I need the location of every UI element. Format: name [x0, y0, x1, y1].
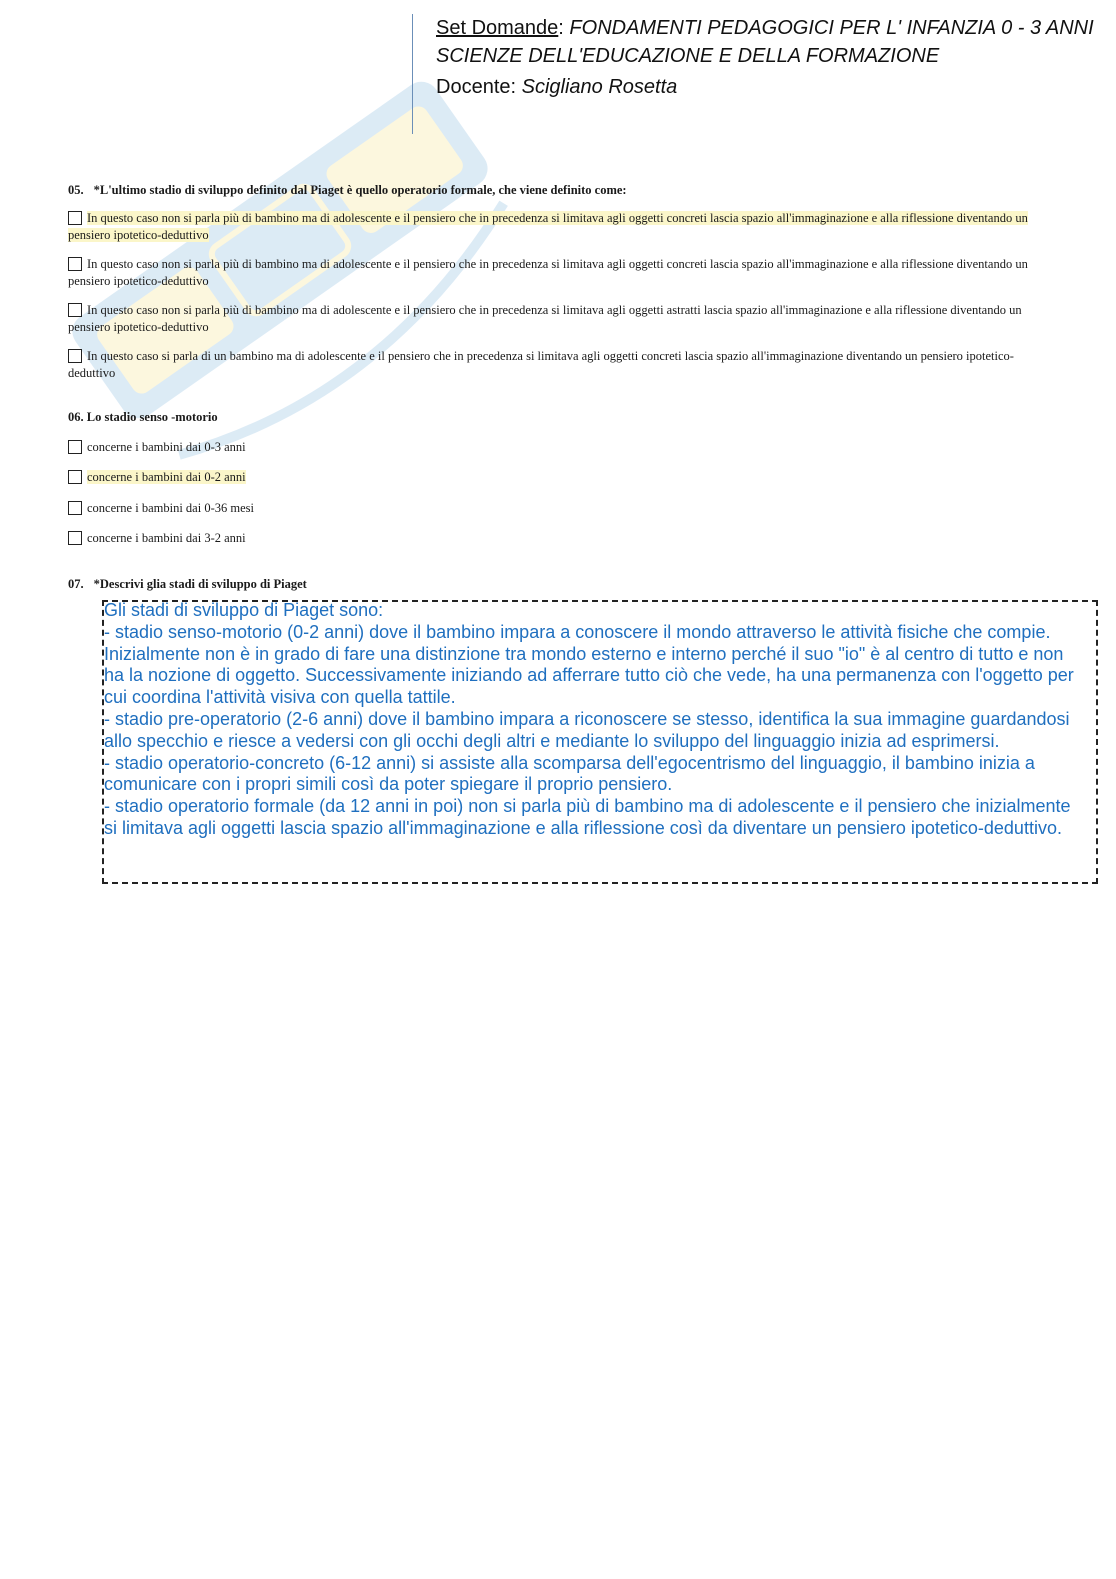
- option-text: concerne i bambini dai 0-36 mesi: [87, 501, 254, 515]
- question-07-title: [68, 576, 1038, 593]
- q06-option-1[interactable]: [68, 439, 1038, 456]
- checkbox[interactable]: [68, 440, 82, 454]
- q05-option-4[interactable]: [68, 348, 1038, 382]
- checkbox[interactable]: [68, 531, 82, 545]
- q05-option-1[interactable]: [68, 210, 1038, 244]
- checkbox[interactable]: [68, 303, 82, 317]
- q06-option-3[interactable]: [68, 500, 1038, 517]
- set-row: Set Domande: FONDAMENTI PEDAGOGICI PER L' INFANZIA 0 - 3 ANNI: [436, 17, 1094, 39]
- option-text: In questo caso non si parla più di bambino ma di adolescente e il pensiero che in precedenza si limitava agli oggetti astratti lascia spazio all'immaginazione e alla riflessione diventando un pensiero ipotetico-deduttivo: [68, 303, 1022, 334]
- option-text: In questo caso non si parla più di bambino ma di adolescente e il pensiero che in precedenza si limitava agli oggetti concreti lascia spazio all'immaginazione e alla riflessione diventando un pensiero ipotetico-deduttivo: [68, 211, 1028, 242]
- checkbox[interactable]: [68, 257, 82, 271]
- option-text: concerne i bambini dai 0-2 anni: [87, 470, 246, 484]
- teacher-row: Docente: Scigliano Rosetta: [436, 76, 678, 98]
- checkbox[interactable]: [68, 211, 82, 225]
- checkbox[interactable]: [68, 349, 82, 363]
- set-label: Set Domande: [436, 17, 559, 39]
- teacher-name: Scigliano Rosetta: [521, 76, 678, 98]
- question-text: *L'ultimo stadio di sviluppo definito dal Piaget è quello operatorio formale, che viene definito come:: [93, 183, 627, 197]
- question-05-title: [68, 182, 1038, 199]
- document-header: [436, 16, 1096, 106]
- question-text: *Descrivi glia stadi di sviluppo di Piaget: [93, 577, 307, 591]
- option-text: In questo caso si parla di un bambino ma di adolescente e il pensiero che in precedenza si limitava agli oggetti concreti lascia spazio all'immaginazione diventando un pensiero ipotetico-deduttivo: [68, 349, 1014, 380]
- question-06-title: [68, 409, 1038, 426]
- course-row: [436, 44, 1096, 68]
- header-divider: [412, 14, 413, 134]
- question-number: 05.: [68, 183, 84, 197]
- checkbox[interactable]: [68, 501, 82, 515]
- option-text: concerne i bambini dai 0-3 anni: [87, 440, 246, 454]
- option-text: concerne i bambini dai 3-2 anni: [87, 531, 246, 545]
- question-number: 07.: [68, 577, 84, 591]
- q06-option-4[interactable]: [68, 530, 1038, 547]
- course-name: SCIENZE DELL'EDUCAZIONE E DELLA FORMAZIONE: [436, 45, 940, 67]
- option-text: In questo caso non si parla più di bambino ma di adolescente e il pensiero che in precedenza si limitava agli oggetti concreti lascia spazio all'immaginazione e alla riflessione diventando un pensiero ipotetico-deduttivo: [68, 257, 1028, 288]
- question-text: Lo stadio senso -motorio: [86, 410, 218, 424]
- question-number: 06.: [68, 410, 84, 424]
- set-value: FONDAMENTI PEDAGOGICI PER L' INFANZIA 0 - 3 ANNI: [569, 17, 1094, 39]
- answer-text[interactable]: Gli stadi di sviluppo di Piaget sono: - stadio senso-motorio (0-2 anni) dove il bambino impara a conoscere il mondo attraverso le attività fisiche che compie. Inizialmente non è in grado di fare una distinzione tra mondo esterno e interno perché il suo "io" è al centro di tutto e non ha la nozione di oggetto. Successivamente iniziando ad afferrare tutto ciò che vede, ha una permanenza con l'oggetto per cui coordina l'attività visiva con quella tattile. - stadio pre-operatorio (2-6 anni) dove il bambino impara a riconoscere se stesso, identifica la sua immagine guardandosi allo specchio e riesce a vedersi con gli occhi degli altri e mediante lo sviluppo del linguaggio inizia ad esprimersi. - stadio operatorio-concreto (6-12 anni) si assiste alla scomparsa dell'egocentrismo del linguaggio, il bambino inizia a comunicare con i propri simili così da poter spiegare il proprio pensiero. - stadio operatorio formale (da 12 anni in poi) non si parla più di bambino ma di adolescente e il pensiero che inizialmente si limitava agli oggetti lascia spazio all'immaginazione e alla riflessione così da diventare un pensiero ipotetico-deduttivo.: [104, 600, 1074, 838]
- q06-option-2[interactable]: [68, 469, 1038, 486]
- checkbox[interactable]: [68, 470, 82, 484]
- q05-option-2[interactable]: [68, 256, 1038, 290]
- teacher-label: Docente: [436, 76, 511, 98]
- q05-option-3[interactable]: [68, 302, 1038, 336]
